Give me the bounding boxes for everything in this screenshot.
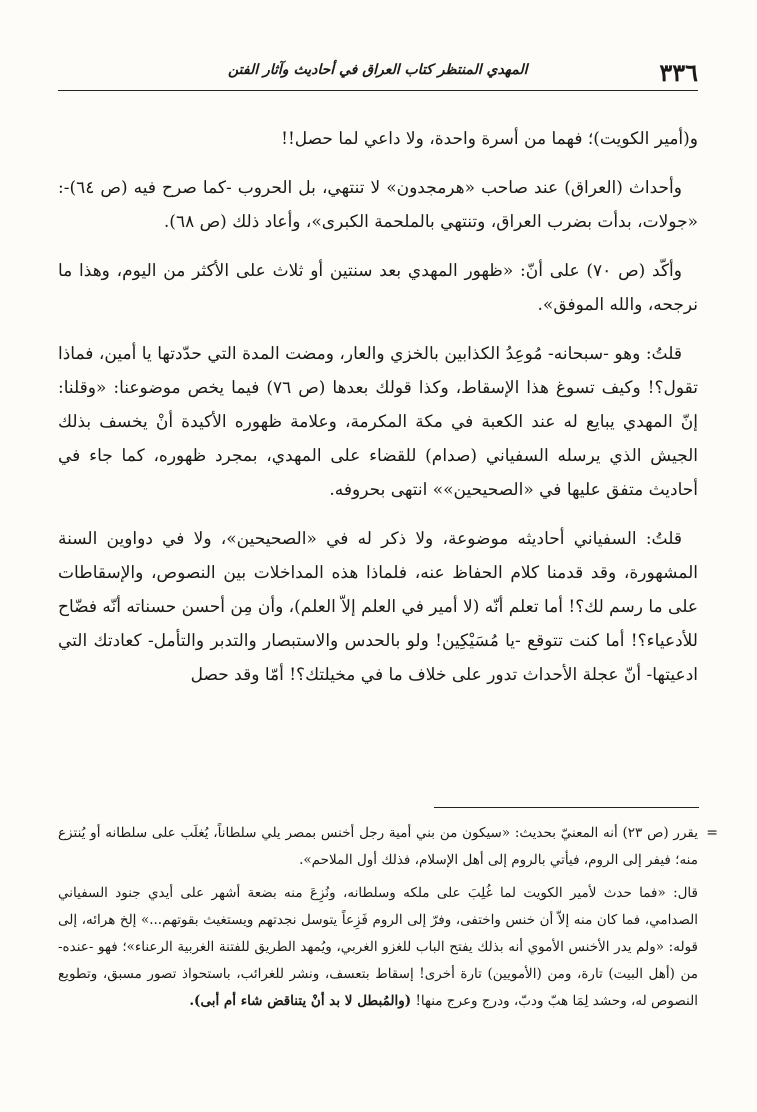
page-header: [58, 58, 698, 88]
footnote-1-text: يقرر (ص ٢٣) أنه المعنيّ بحديث: «سيكون من بني أمية رجل أخنس بمصر يلي سلطاناً، يُغلَب على سلطانه أو يُنتزع منه؛ فيفر إلى الروم، فيأتي بالروم إلى أهل الإسلام، فذلك أول الملاحم».: [58, 825, 698, 868]
footnote-continuation-marker: =: [706, 825, 718, 841]
main-text: [58, 122, 698, 707]
footnotes: [58, 820, 718, 1021]
footnote-rule: [434, 807, 699, 808]
footnote-1: [58, 820, 718, 874]
paragraph-4: قلتُ: وهو -سبحانه- مُوعِدُ الكذابين بالخزي والعار، ومضت المدة التي حدّدتها يا أمين، فماذا تقول؟! وكيف تسوغ هذا الإسقاط، وكذا قولك بعدها (ص ٧٦) فيما يخص موضوعنا: «وقلنا: إنّ المهدي يبايع له عند الكعبة في مكة المكرمة، وعلامة ظهوره الأكيدة أنْ يخسف بذلك الجيش الذي يرسله السفياني (صدام) للقضاء على المهدي، بمجرد ظهوره، كما جاء في أحاديث متفق عليها في «الصحيحين»» انتهى بحروفه.: [58, 344, 699, 500]
paragraph-5: قلتُ: السفياني أحاديثه موضوعة، ولا ذكر له في «الصحيحين»، ولا في دواوين السنة المشهورة، وقد قدمنا كلام الحفاظ عنه، فلماذا هذه المداخلات بين النصوص، والإسقاطات على ما رسم لك؟! أما تعلم أنّه (لا أمير في العلم إلاّ العلم)، وأن مِن أحسن حسناته أنّه فضّاح للأدعياء؟! أما كنت تتوقع -يا مُسَيْكِين! ولو بالحدس والاستبصار والتدبر والتأمل- كعادتك التي ادعيتها- أنّ عجلة الأحداث تدور على خلاف ما في مخيلتك؟! أمّا وقد حصل: [58, 529, 698, 685]
running-title: المهدي المنتظر كتاب العراق في أحاديث وآثار الفتن: [228, 62, 528, 78]
paragraph-3: وأكّد (ص ٧٠) على أنّ: «ظهور المهدي بعد سنتين أو ثلاث على الأكثر من اليوم، وهذا ما نرجحه، والله الموفق».: [58, 261, 698, 315]
paragraph-1: و(أمير الكويت)؛ فهما من أسرة واحدة، ولا داعي لما حصل!!: [281, 129, 698, 149]
paragraph-2: وأحداث (العراق) عند صاحب «هرمجدون» لا تنتهي، بل الحروب -كما صرح فيه (ص ٦٤)-: «جولات، بدأت بضرب العراق، وتنتهي بالملحمة الكبرى»، وأعاد ذلك (ص ٦٨).: [58, 178, 698, 232]
footnote-2-text: قال: «فما حدث لأمير الكويت لما غُلِبَ على ملكه وسلطانه، ونُزِعَ منه بضعة أشهر على أيدي جنود السفياني الصدامي، فما كان منه إلاّ أن خنس واختفى، وفرّ إلى الروم فَزِعاً يتوسل نجدتهم ويستغيث بقوتهم...» إلخ هرائه، إلى قوله: «ولم يدر الأخنس الأموي أنه بذلك يفتح الباب للغزو الغربي، ويُمهد الطريق للفتنة الغربية الرعناء»؛ فهو -عنده- من (أهل البيت) تارة، ومن (الأمويين) تارة أخرى! إسقاط بتعسف، ونشر للغرائب، باستحواذ تصور مسبق، وتطويع النصوص له، وحشد لِمَا هبّ ودبّ، ودرج وعرج منها!: [58, 885, 698, 1009]
header-rule: [58, 90, 698, 91]
footnote-2-ending: (والمُبطل لا بد أنْ يتناقض شاء أم أبى).: [189, 993, 412, 1009]
page-number: ٣٣٦: [659, 58, 698, 87]
footnote-2: [58, 880, 698, 1015]
